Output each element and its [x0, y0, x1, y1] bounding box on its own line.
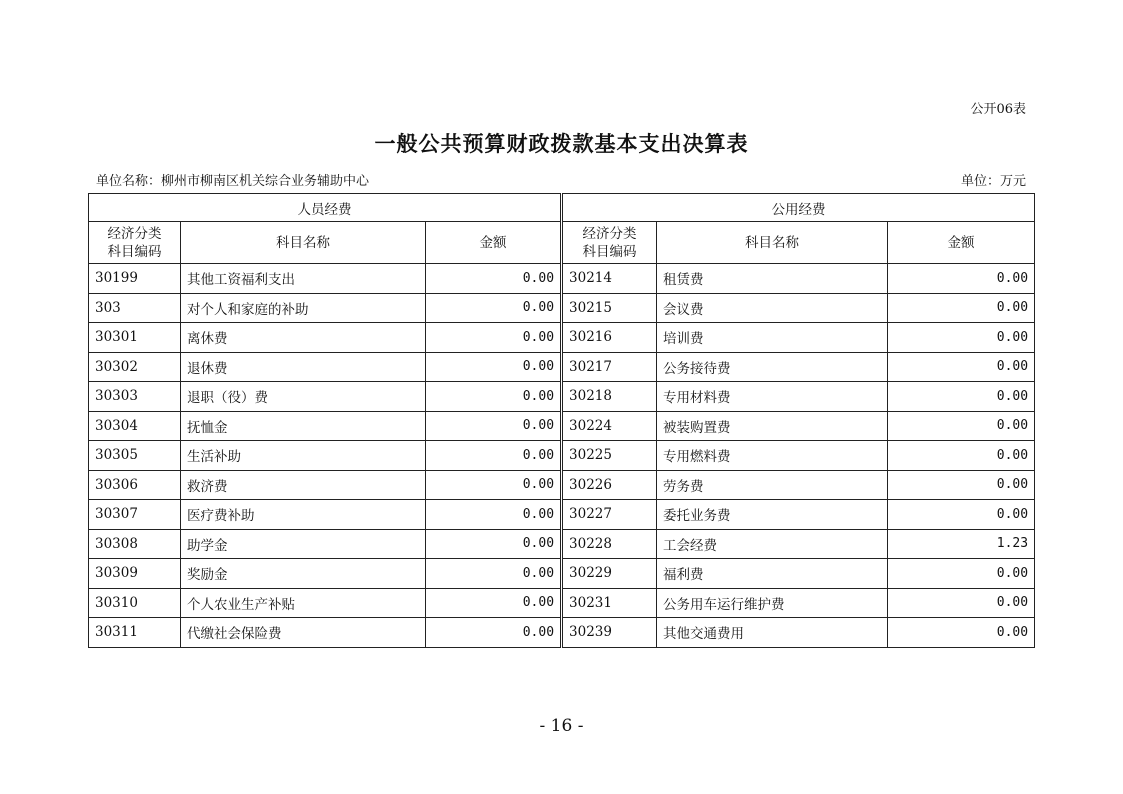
left-code: 30307 — [89, 500, 181, 530]
left-amount: 0.00 — [426, 352, 562, 382]
right-name: 公务接待费 — [657, 352, 888, 382]
left-code: 30301 — [89, 323, 181, 353]
left-amount: 0.00 — [426, 382, 562, 412]
left-code: 303 — [89, 293, 181, 323]
right-name: 其他交通费用 — [657, 618, 888, 648]
right-name: 会议费 — [657, 293, 888, 323]
table-row — [89, 382, 1035, 412]
right-amount: 1.23 — [888, 529, 1035, 559]
left-code: 30305 — [89, 441, 181, 471]
left-amount: 0.00 — [426, 529, 562, 559]
group-header-row — [89, 194, 1035, 222]
left-name: 医疗费补助 — [181, 500, 426, 530]
table-row — [89, 323, 1035, 353]
left-name: 抚恤金 — [181, 411, 426, 441]
left-name: 助学金 — [181, 529, 426, 559]
table-row — [89, 293, 1035, 323]
right-name: 租赁费 — [657, 264, 888, 294]
table-row — [89, 529, 1035, 559]
right-name: 劳务费 — [657, 470, 888, 500]
right-name: 专用燃料费 — [657, 441, 888, 471]
left-name: 对个人和家庭的补助 — [181, 293, 426, 323]
form-number: 公开06表 — [970, 102, 1026, 117]
left-amount: 0.00 — [426, 323, 562, 353]
left-name: 救济费 — [181, 470, 426, 500]
right-code: 30224 — [562, 411, 657, 441]
header-code-left — [89, 222, 181, 264]
right-amount: 0.00 — [888, 323, 1035, 353]
right-amount: 0.00 — [888, 352, 1035, 382]
left-code: 30308 — [89, 529, 181, 559]
column-header-row — [89, 222, 1035, 264]
right-code: 30226 — [562, 470, 657, 500]
right-amount: 0.00 — [888, 500, 1035, 530]
right-amount: 0.00 — [888, 382, 1035, 412]
right-name: 专用材料费 — [657, 382, 888, 412]
right-code: 30229 — [562, 559, 657, 589]
table-row — [89, 588, 1035, 618]
left-name: 个人农业生产补贴 — [181, 588, 426, 618]
left-amount: 0.00 — [426, 559, 562, 589]
table-row — [89, 441, 1035, 471]
header-code-right — [562, 222, 657, 264]
right-amount: 0.00 — [888, 411, 1035, 441]
right-code: 30215 — [562, 293, 657, 323]
page-title: 一般公共预算财政拨款基本支出决算表 — [374, 131, 749, 156]
left-amount: 0.00 — [426, 264, 562, 294]
right-amount: 0.00 — [888, 470, 1035, 500]
right-code: 30228 — [562, 529, 657, 559]
right-code: 30214 — [562, 264, 657, 294]
table-row — [89, 559, 1035, 589]
right-amount: 0.00 — [888, 559, 1035, 589]
left-code: 30310 — [89, 588, 181, 618]
left-code: 30304 — [89, 411, 181, 441]
header-code-line2: 科目编码 — [582, 243, 637, 260]
left-amount: 0.00 — [426, 441, 562, 471]
left-name: 其他工资福利支出 — [181, 264, 426, 294]
right-name: 工会经费 — [657, 529, 888, 559]
header-code-line1: 经济分类 — [582, 225, 637, 242]
left-amount: 0.00 — [426, 293, 562, 323]
right-code: 30227 — [562, 500, 657, 530]
right-amount: 0.00 — [888, 618, 1035, 648]
right-name: 培训费 — [657, 323, 888, 353]
right-amount: 0.00 — [888, 588, 1035, 618]
right-code: 30217 — [562, 352, 657, 382]
table-row — [89, 352, 1035, 382]
left-name: 退休费 — [181, 352, 426, 382]
right-amount: 0.00 — [888, 441, 1035, 471]
page-number: - 16 - — [539, 716, 584, 736]
table-row — [89, 500, 1035, 530]
header-code-line2: 科目编码 — [107, 243, 162, 260]
left-amount: 0.00 — [426, 470, 562, 500]
left-name: 退职（役）费 — [181, 382, 426, 412]
right-code: 30225 — [562, 441, 657, 471]
right-name: 福利费 — [657, 559, 888, 589]
group-public: 公用经费 — [562, 194, 1035, 222]
left-code: 30306 — [89, 470, 181, 500]
right-code: 30239 — [562, 618, 657, 648]
unit-name: 单位名称：柳州市柳南区机关综合业务辅助中心 — [96, 174, 370, 189]
header-amount-left: 金额 — [426, 222, 562, 264]
left-amount: 0.00 — [426, 618, 562, 648]
group-personnel: 人员经费 — [89, 194, 562, 222]
right-code: 30218 — [562, 382, 657, 412]
left-amount: 0.00 — [426, 411, 562, 441]
table-row — [89, 618, 1035, 648]
left-amount: 0.00 — [426, 588, 562, 618]
right-amount: 0.00 — [888, 293, 1035, 323]
table-row — [89, 264, 1035, 294]
left-name: 代缴社会保险费 — [181, 618, 426, 648]
left-name: 奖励金 — [181, 559, 426, 589]
expenditure-table — [88, 193, 1035, 648]
left-code: 30311 — [89, 618, 181, 648]
header-name-left: 科目名称 — [181, 222, 426, 264]
left-name: 生活补助 — [181, 441, 426, 471]
left-code: 30309 — [89, 559, 181, 589]
left-code: 30303 — [89, 382, 181, 412]
header-amount-right: 金额 — [888, 222, 1035, 264]
table-row — [89, 470, 1035, 500]
header-code-line1: 经济分类 — [107, 225, 162, 242]
right-amount: 0.00 — [888, 264, 1035, 294]
header-name-right: 科目名称 — [657, 222, 888, 264]
left-name: 离休费 — [181, 323, 426, 353]
left-code: 30199 — [89, 264, 181, 294]
currency-unit: 单位：万元 — [960, 174, 1026, 189]
table-row — [89, 411, 1035, 441]
left-amount: 0.00 — [426, 500, 562, 530]
right-name: 被装购置费 — [657, 411, 888, 441]
right-name: 委托业务费 — [657, 500, 888, 530]
left-code: 30302 — [89, 352, 181, 382]
right-name: 公务用车运行维护费 — [657, 588, 888, 618]
right-code: 30216 — [562, 323, 657, 353]
right-code: 30231 — [562, 588, 657, 618]
